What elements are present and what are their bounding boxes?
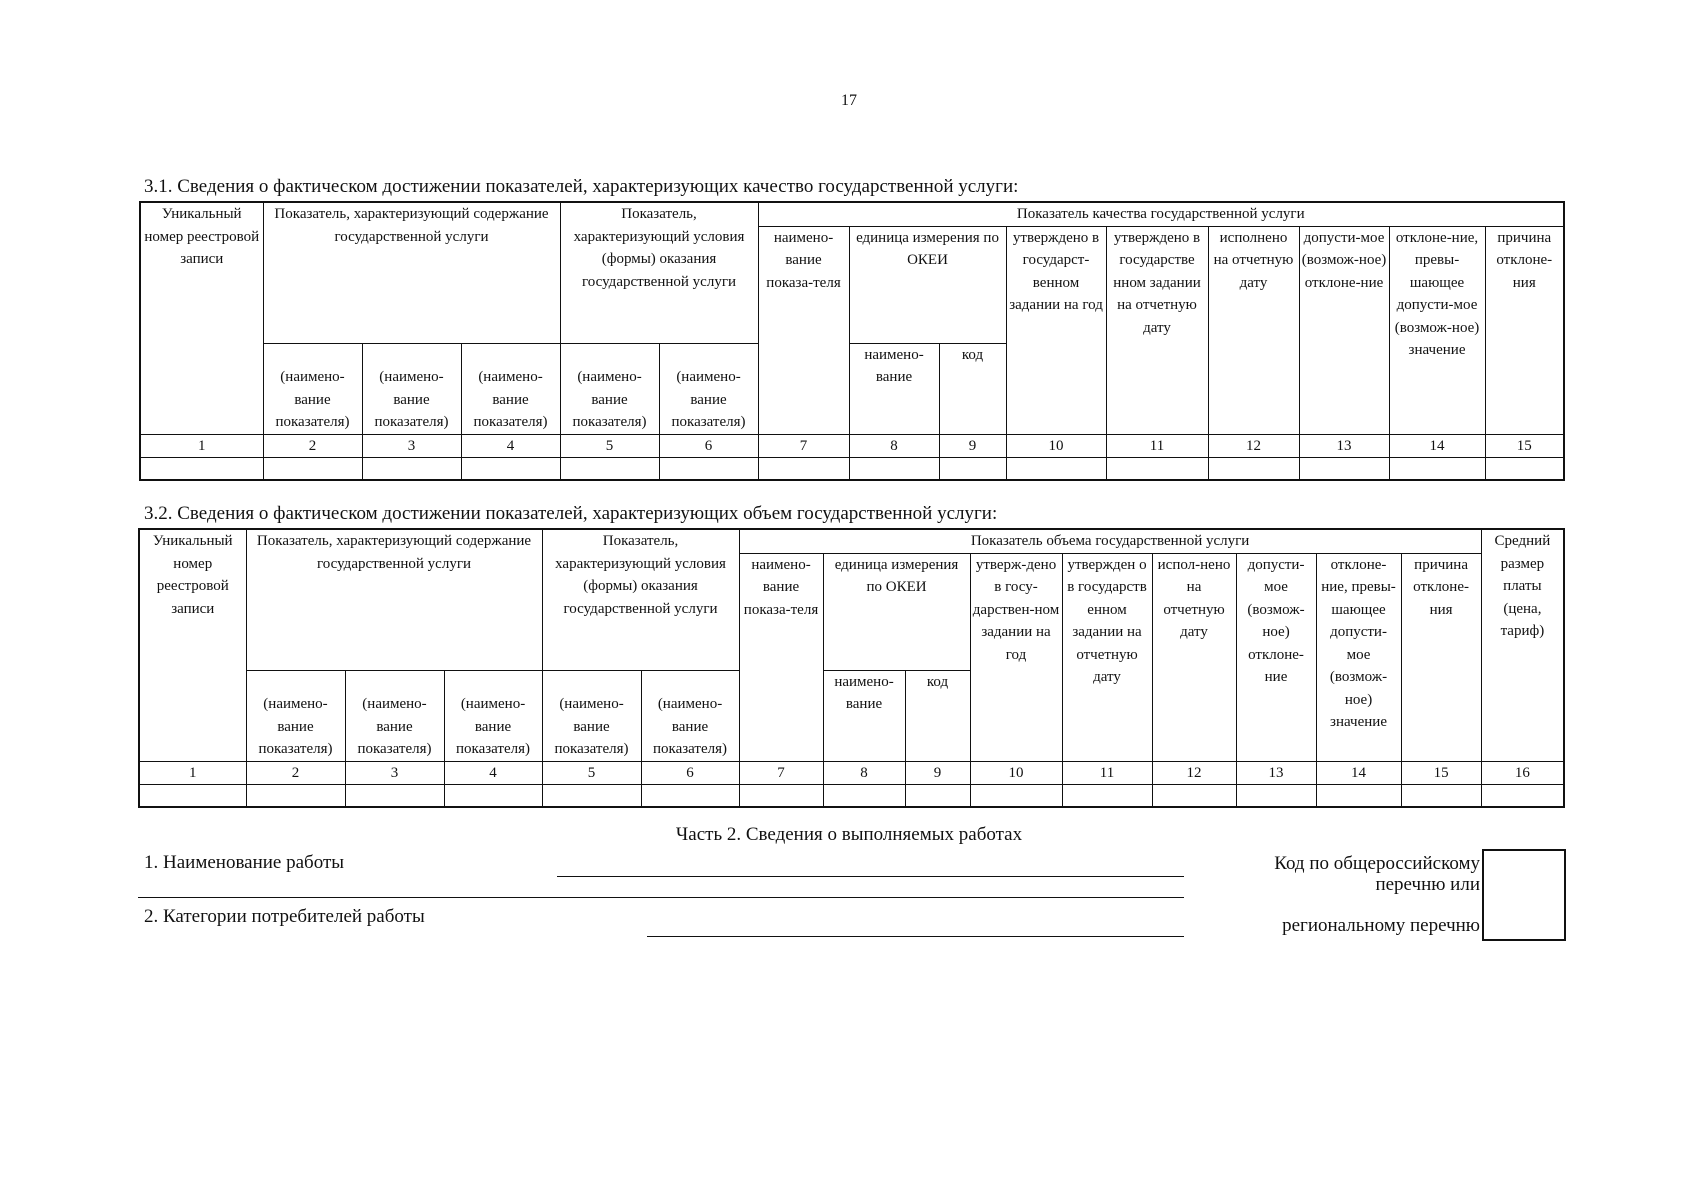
header-conditions-indicator: Показатель, характеризующий условия (формы) оказания государственной услуги <box>542 529 739 670</box>
sub-label: (наимено-вание показателя) <box>444 670 542 761</box>
code-label-line-2: перечню или <box>1375 874 1480 895</box>
sub-label: (наимено-вание показателя) <box>542 670 641 761</box>
empty-cell <box>263 458 362 480</box>
column-number: 7 <box>739 761 823 785</box>
column-number: 12 <box>1208 434 1299 458</box>
empty-cell <box>542 785 641 807</box>
registry-code-box[interactable] <box>1482 849 1566 941</box>
empty-cell <box>641 785 739 807</box>
quality-indicators-table <box>139 201 1565 481</box>
code-label-line-1: Код по общероссийскому <box>1274 853 1480 874</box>
empty-cell <box>345 785 444 807</box>
header-reason: причина отклоне-ния <box>1401 553 1481 761</box>
header-indicator-name: наимено-вание показа-теля <box>739 553 823 761</box>
column-number: 4 <box>444 761 542 785</box>
sub-label: (наимено-вание показателя) <box>362 343 461 434</box>
table-row <box>139 785 1564 807</box>
sub-label: (наимено-вание показателя) <box>263 343 362 434</box>
sub-label: (наимено-вание показателя) <box>560 343 659 434</box>
column-number: 14 <box>1389 434 1485 458</box>
column-number: 11 <box>1062 761 1152 785</box>
header-allowed-deviation: допусти-мое (возмож-ное) отклоне-ние <box>1236 553 1316 761</box>
empty-cell <box>1062 785 1152 807</box>
empty-cell <box>939 458 1006 480</box>
column-number: 1 <box>139 761 246 785</box>
column-number: 13 <box>1236 761 1316 785</box>
header-reason: причина отклоне-ния <box>1485 226 1564 434</box>
column-number: 3 <box>345 761 444 785</box>
part-2-title: Часть 2. Сведения о выполняемых работах <box>675 824 1023 845</box>
header-approved-date: утверждено в государстве нном задании на отчетную дату <box>1106 226 1208 434</box>
empty-cell <box>1299 458 1389 480</box>
header-done: испол-нено на отчетную дату <box>1152 553 1236 761</box>
column-number: 10 <box>1006 434 1106 458</box>
header-approved-date: утвержден о в государств енном задании на отчетную дату <box>1062 553 1152 761</box>
empty-cell <box>461 458 560 480</box>
column-number: 9 <box>905 761 970 785</box>
column-number: 15 <box>1485 434 1564 458</box>
column-number: 5 <box>560 434 659 458</box>
header-unit-code: код <box>939 343 1006 434</box>
empty-cell <box>1006 458 1106 480</box>
header-content-indicator: Показатель, характеризующий содержание государственной услуги <box>263 202 560 343</box>
column-number: 12 <box>1152 761 1236 785</box>
column-number: 2 <box>263 434 362 458</box>
column-number: 8 <box>849 434 939 458</box>
sub-label: (наимено-вание показателя) <box>641 670 739 761</box>
column-number: 6 <box>641 761 739 785</box>
empty-cell <box>758 458 849 480</box>
column-number: 10 <box>970 761 1062 785</box>
empty-cell <box>1236 785 1316 807</box>
empty-cell <box>1106 458 1208 480</box>
column-number: 14 <box>1316 761 1401 785</box>
page-number: 17 <box>841 92 857 109</box>
header-content-indicator: Показатель, характеризующий содержание государственной услуги <box>246 529 542 670</box>
header-unit-code: код <box>905 670 970 761</box>
header-unique-number: Уникальный номер реестровой записи <box>140 202 263 434</box>
empty-cell <box>362 458 461 480</box>
table-row <box>140 458 1564 480</box>
empty-cell <box>1316 785 1401 807</box>
header-unit-okei: единица измерения по ОКЕИ <box>823 553 970 670</box>
empty-cell <box>246 785 345 807</box>
empty-cell <box>1152 785 1236 807</box>
header-unit-name: наимено-вание <box>849 343 939 434</box>
header-average-fee: Средний размер платы (цена, тариф) <box>1481 529 1564 761</box>
section-3-2-title: 3.2. Сведения о фактическом достижении показателей, характеризующих объем государственной услуги: <box>144 503 998 524</box>
empty-cell <box>849 458 939 480</box>
header-done: исполнено на отчетную дату <box>1208 226 1299 434</box>
work-name-label: 1. Наименование работы <box>144 852 345 873</box>
column-number: 13 <box>1299 434 1389 458</box>
sub-label: (наимено-вание показателя) <box>461 343 560 434</box>
empty-cell <box>1389 458 1485 480</box>
empty-cell <box>444 785 542 807</box>
sub-label: (наимено-вание показателя) <box>659 343 758 434</box>
header-approved-year: утверж-дено в госу-дарствен-ном задании на год <box>970 553 1062 761</box>
empty-cell <box>1485 458 1564 480</box>
empty-cell <box>659 458 758 480</box>
empty-cell <box>1401 785 1481 807</box>
empty-cell <box>823 785 905 807</box>
empty-cell <box>1208 458 1299 480</box>
header-exceed-deviation: отклоне-ние, превы-шающее допусти-мое (возмож-ное) значение <box>1316 553 1401 761</box>
empty-cell <box>560 458 659 480</box>
column-number: 9 <box>939 434 1006 458</box>
empty-cell <box>739 785 823 807</box>
volume-indicators-table <box>138 528 1565 808</box>
column-number: 5 <box>542 761 641 785</box>
header-unit-name: наимено-вание <box>823 670 905 761</box>
consumers-label: 2. Категории потребителей работы <box>144 906 425 927</box>
empty-cell <box>970 785 1062 807</box>
empty-cell <box>139 785 246 807</box>
header-unique-number: Уникальный номер реестровой записи <box>139 529 246 761</box>
column-number: 2 <box>246 761 345 785</box>
sub-label: (наимено-вание показателя) <box>345 670 444 761</box>
header-unit-okei: единица измерения по ОКЕИ <box>849 226 1006 343</box>
column-number: 7 <box>758 434 849 458</box>
consumers-line <box>647 936 1184 937</box>
header-volume-group: Показатель объема государственной услуги <box>739 529 1481 553</box>
empty-cell <box>140 458 263 480</box>
empty-cell <box>905 785 970 807</box>
code-label-line-3: региональному перечню <box>1282 915 1480 936</box>
column-number: 1 <box>140 434 263 458</box>
sub-label: (наимено-вание показателя) <box>246 670 345 761</box>
header-conditions-indicator: Показатель, характеризующий условия (формы) оказания государственной услуги <box>560 202 758 343</box>
work-name-line <box>557 876 1184 877</box>
header-quality-group: Показатель качества государственной услуги <box>758 202 1564 226</box>
column-number: 15 <box>1401 761 1481 785</box>
section-3-1-title: 3.1. Сведения о фактическом достижении показателей, характеризующих качество государственной услуги: <box>144 176 1019 197</box>
work-name-line-2 <box>138 897 1184 898</box>
column-number: 4 <box>461 434 560 458</box>
header-approved-year: утверждено в государст-венном задании на год <box>1006 226 1106 434</box>
column-number: 11 <box>1106 434 1208 458</box>
header-allowed-deviation: допусти-мое (возмож-ное) отклоне-ние <box>1299 226 1389 434</box>
column-number: 8 <box>823 761 905 785</box>
column-number: 6 <box>659 434 758 458</box>
empty-cell <box>1481 785 1564 807</box>
column-number: 3 <box>362 434 461 458</box>
column-number: 16 <box>1481 761 1564 785</box>
header-exceed-deviation: отклоне-ние, превы-шающее допусти-мое (возмож-ное) значение <box>1389 226 1485 434</box>
header-indicator-name: наимено-вание показа-теля <box>758 226 849 434</box>
